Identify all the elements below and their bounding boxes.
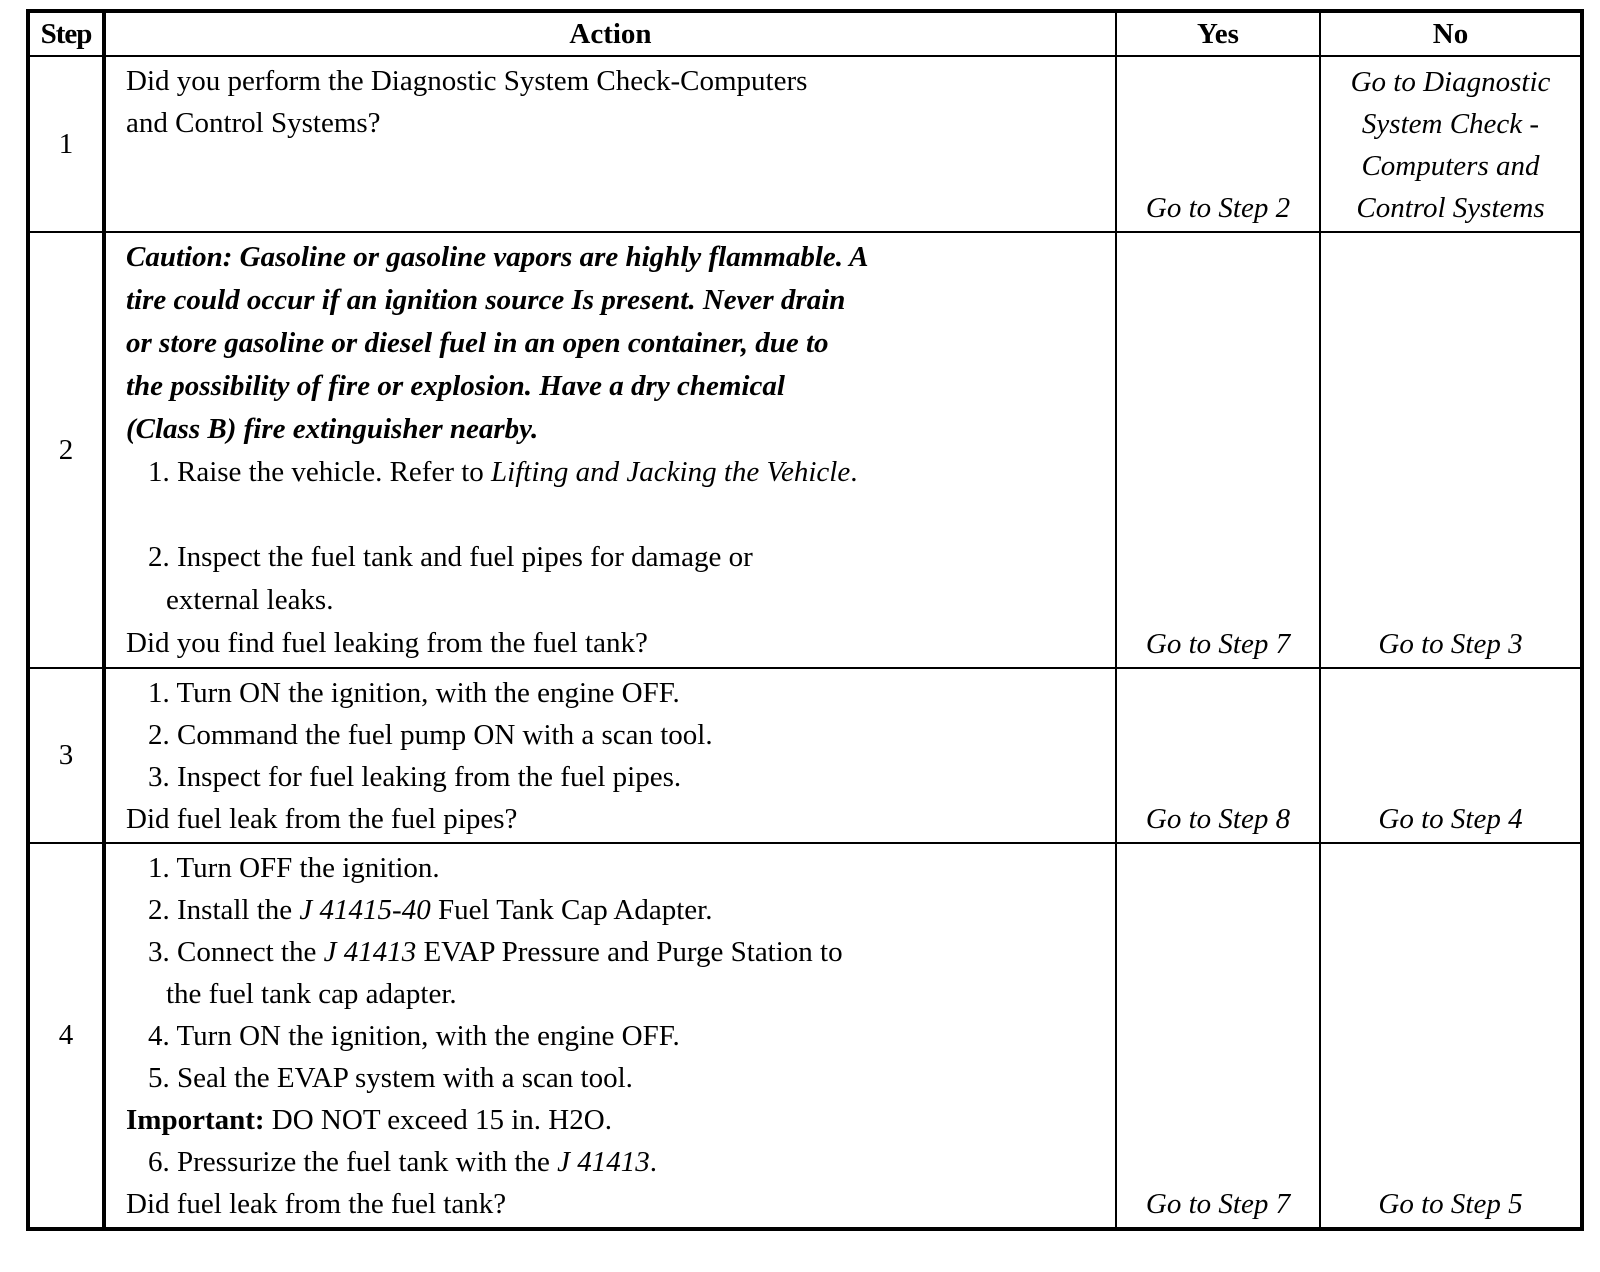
procedure-step: 2. Inspect the fuel tank and fuel pipes for damage or bbox=[148, 541, 753, 573]
header-step: Step bbox=[28, 11, 104, 56]
important-label: Important: bbox=[126, 1104, 265, 1136]
table-row bbox=[28, 843, 1582, 1229]
diagnostic-table bbox=[26, 9, 1584, 1231]
procedure-step: 6. Pressurize the fuel tank with the J 41413. bbox=[148, 1146, 657, 1178]
no-outcome: Go to Step 4 bbox=[1320, 668, 1582, 843]
tool-reference: J 41415-40 bbox=[299, 894, 431, 926]
step-number: 1 bbox=[28, 56, 104, 232]
no-outcome: Go to Diagnostic System Check - Computers and Control Systems bbox=[1320, 56, 1582, 232]
no-outcome: Go to Step 5 bbox=[1320, 843, 1582, 1229]
procedure-step: 1. Turn OFF the ignition. bbox=[148, 852, 440, 884]
caution-text: or store gasoline or diesel fuel in an open container, due to bbox=[126, 327, 829, 359]
question-text: Did fuel leak from the fuel pipes? bbox=[126, 803, 518, 835]
header-yes: Yes bbox=[1116, 11, 1320, 56]
tool-reference: J 41413 bbox=[323, 936, 417, 968]
procedure-step: the fuel tank cap adapter. bbox=[166, 978, 457, 1010]
procedure-step: 2. Install the J 41415-40 Fuel Tank Cap Adapter. bbox=[148, 894, 713, 926]
procedure-step: 2. Command the fuel pump ON with a scan tool. bbox=[148, 719, 713, 751]
procedure-step: 3. Inspect for fuel leaking from the fuel pipes. bbox=[148, 761, 682, 793]
procedure-step: 5. Seal the EVAP system with a scan tool. bbox=[148, 1062, 633, 1094]
table-row bbox=[28, 56, 1582, 232]
header-action: Action bbox=[104, 11, 1116, 56]
action-cell bbox=[104, 232, 1116, 668]
procedure-step: 1. Raise the vehicle. Refer to Lifting and Jacking the Vehicle. bbox=[148, 456, 858, 488]
step-number: 2 bbox=[28, 232, 104, 668]
yes-outcome: Go to Step 2 bbox=[1116, 56, 1320, 232]
step-number: 4 bbox=[28, 843, 104, 1229]
procedure-step: 4. Turn ON the ignition, with the engine OFF. bbox=[148, 1020, 680, 1052]
caution-text: tire could occur if an ignition source Is present. Never drain bbox=[126, 284, 846, 316]
header-row bbox=[28, 11, 1582, 56]
header-no: No bbox=[1320, 11, 1582, 56]
action-cell bbox=[104, 843, 1116, 1229]
table-row bbox=[28, 232, 1582, 668]
tool-reference: J 41413 bbox=[557, 1146, 650, 1178]
no-outcome: Go to Step 3 bbox=[1320, 232, 1582, 668]
question-text: Did you perform the Diagnostic System Check-Computers bbox=[126, 65, 808, 97]
table-row bbox=[28, 668, 1582, 843]
question-text: Did fuel leak from the fuel tank? bbox=[126, 1188, 507, 1220]
important-note: Important: DO NOT exceed 15 in. H2O. bbox=[126, 1104, 612, 1136]
yes-outcome: Go to Step 8 bbox=[1116, 668, 1320, 843]
procedure-step: external leaks. bbox=[166, 584, 334, 616]
caution-text: Caution: Gasoline or gasoline vapors are highly flammable. A bbox=[126, 241, 869, 273]
yes-outcome: Go to Step 7 bbox=[1116, 843, 1320, 1229]
question-text: and Control Systems? bbox=[126, 107, 381, 139]
step-number: 3 bbox=[28, 668, 104, 843]
caution-text: (Class B) fire extinguisher nearby. bbox=[126, 413, 539, 445]
action-cell bbox=[104, 56, 1116, 232]
caution-text: the possibility of fire or explosion. Have a dry chemical bbox=[126, 370, 785, 402]
yes-outcome: Go to Step 7 bbox=[1116, 232, 1320, 668]
reference-link[interactable]: Lifting and Jacking the Vehicle bbox=[491, 456, 851, 488]
action-cell bbox=[104, 668, 1116, 843]
procedure-step: 1. Turn ON the ignition, with the engine OFF. bbox=[148, 677, 680, 709]
question-text: Did you find fuel leaking from the fuel tank? bbox=[126, 627, 648, 659]
procedure-step: 3. Connect the J 41413 EVAP Pressure and Purge Station to bbox=[148, 936, 843, 968]
